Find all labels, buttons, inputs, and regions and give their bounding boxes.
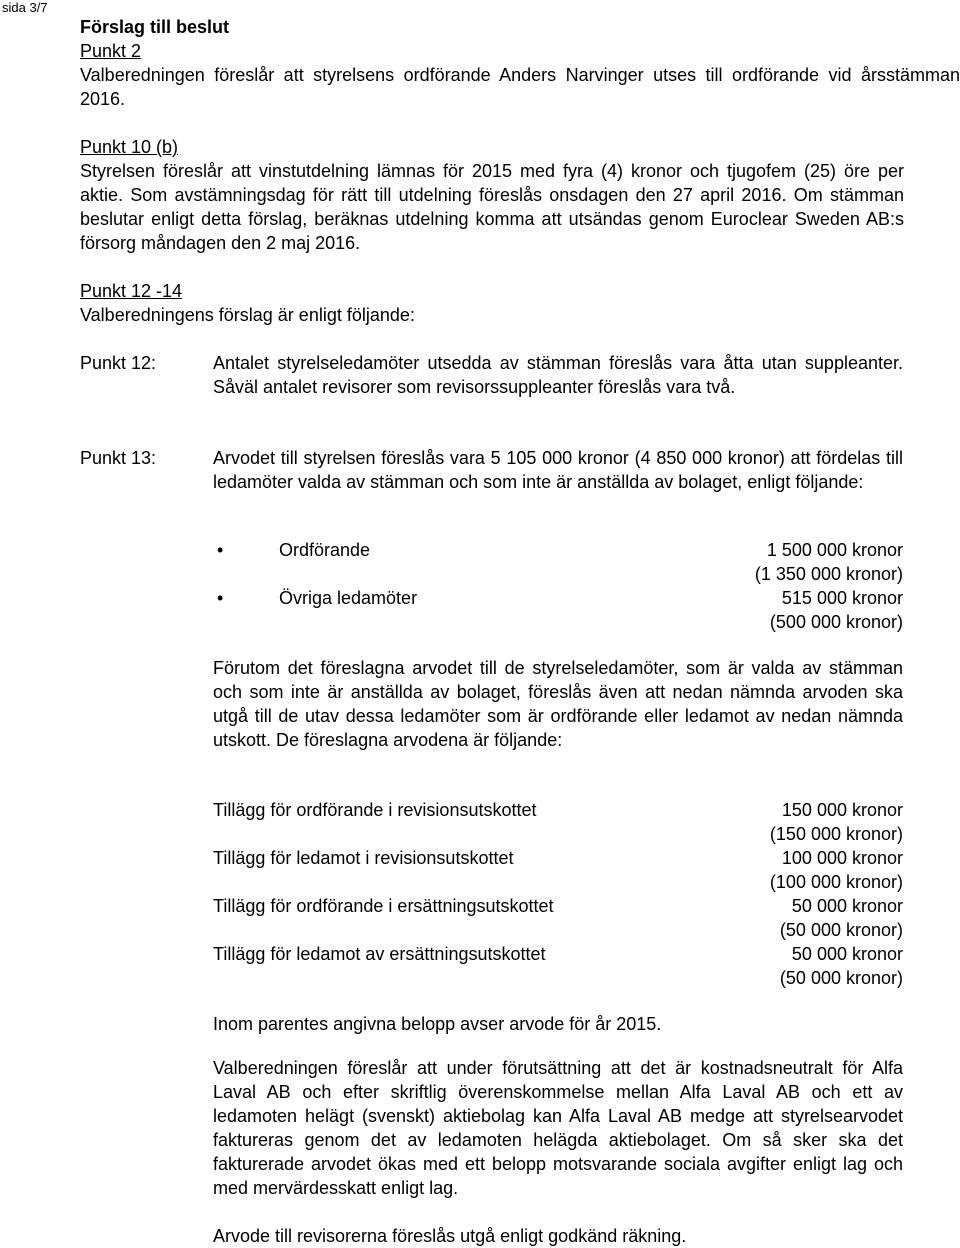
list-item — [213, 894, 903, 942]
list-item — [213, 846, 903, 894]
committee-fee-amount: 150 000 kronor — [781, 800, 903, 820]
punkt10-heading: Punkt 10 (b) — [80, 137, 179, 157]
committee-fee-label: Tillägg för ordförande i ersättningsutskottet — [213, 896, 554, 916]
list-item — [213, 942, 903, 990]
punkt13-text: Arvodet till styrelsen föreslås vara 5 105 000 kronor (4 850 000 kronor) att fördelas till ledamöter valda av stämman och som inte är anställda av bolaget, enligt följande: — [213, 448, 903, 492]
punkt2-heading: Punkt 2 — [80, 41, 142, 61]
fee-amount: 1 500 000 kronor — [766, 540, 903, 560]
punkt10-text: Styrelsen föreslår att vinstutdelning lämnas för 2015 med fyra (4) kronor och tjugofem (25) öre per aktie. Som avstämningsdag för rätt till utdelning föreslås onsdagen den 27 april 2016. Om stämman beslutar enligt detta förslag, beräknas utdelning komma att utsändas genom Euroclear Sweden AB:s försorg måndagen den 2 maj 2016. — [80, 161, 904, 253]
invoicing-text: Valberedningen föreslår att under förutsättning att det är kostnadsneutralt för Alfa Laval AB och efter skriftlig överenskommelse mellan Alfa Laval AB och ett av ledamoten helägt (svenskt) aktiebolag kan Alfa Laval AB medge att styrelsearvodet faktureras genom det av ledamoten helägda aktiebolaget. Om så sker ska det fakturerade arvodet ökas med ett belopp motsvarande sociala avgifter enligt lag och med mervärdesskatt enligt lag. — [213, 1058, 903, 1198]
committee-fee-previous: (50 000 kronor) — [779, 920, 903, 940]
fee-amount: 515 000 kronor — [781, 588, 903, 608]
fee-previous: (500 000 kronor) — [769, 612, 903, 632]
fee-label: Övriga ledamöter — [279, 588, 418, 608]
list-item — [213, 538, 903, 586]
committee-fee-list — [213, 798, 903, 990]
punkt2-text: Valberedningen föreslår att styrelsens ordförande Anders Narvinger utses till ordförande vid årsstämman 2016. — [80, 65, 960, 109]
committee-fee-previous: (50 000 kronor) — [779, 968, 903, 988]
committee-fee-amount: 50 000 kronor — [791, 896, 903, 916]
committee-fee-label: Tillägg för ordförande i revisionsutskottet — [213, 800, 537, 820]
committee-fee-label: Tillägg för ledamot i revisionsutskottet — [213, 848, 514, 868]
list-item — [213, 586, 903, 634]
list-item — [213, 798, 903, 846]
parenthesis-note: Inom parentes angivna belopp avser arvode för år 2015. — [213, 1014, 662, 1034]
punkt12-14-intro: Valberedningens förslag är enligt följande: — [80, 305, 415, 325]
board-fee-list — [213, 538, 903, 634]
page-number: sida 3/7 — [2, 0, 48, 15]
committee-fee-previous: (150 000 kronor) — [769, 824, 903, 844]
fee-label: Ordförande — [279, 540, 371, 560]
bullet-icon: • — [217, 540, 224, 560]
auditor-text: Arvode till revisorerna föreslås utgå enligt godkänd räkning. — [213, 1226, 687, 1246]
punkt13-label: Punkt 13: — [80, 448, 157, 468]
committee-fee-previous: (100 000 kronor) — [769, 872, 903, 892]
fee-previous: (1 350 000 kronor) — [754, 564, 903, 584]
committee-fee-amount: 100 000 kronor — [781, 848, 903, 868]
punkt12-14-heading: Punkt 12 -14 — [80, 281, 183, 301]
committee-fee-amount: 50 000 kronor — [791, 944, 903, 964]
section-title: Förslag till beslut — [80, 17, 230, 37]
committee-intro: Förutom det föreslagna arvodet till de styrelseledamöter, som är valda av stämman och som inte är anställda av bolaget, föreslås även att nedan nämnda arvoden ska utgå till de utav dessa ledamöter som är ordförande eller ledamot av nedan nämnda utskott. De föreslagna arvodena är följande: — [213, 658, 903, 750]
committee-fee-label: Tillägg för ledamot av ersättningsutskottet — [213, 944, 546, 964]
punkt12-text: Antalet styrelseledamöter utsedda av stämman föreslås vara åtta utan suppleanter. Såväl antalet revisorer som revisorssuppleanter föreslås vara två. — [213, 353, 903, 397]
punkt12-label: Punkt 12: — [80, 353, 157, 373]
bullet-icon: • — [217, 588, 224, 608]
